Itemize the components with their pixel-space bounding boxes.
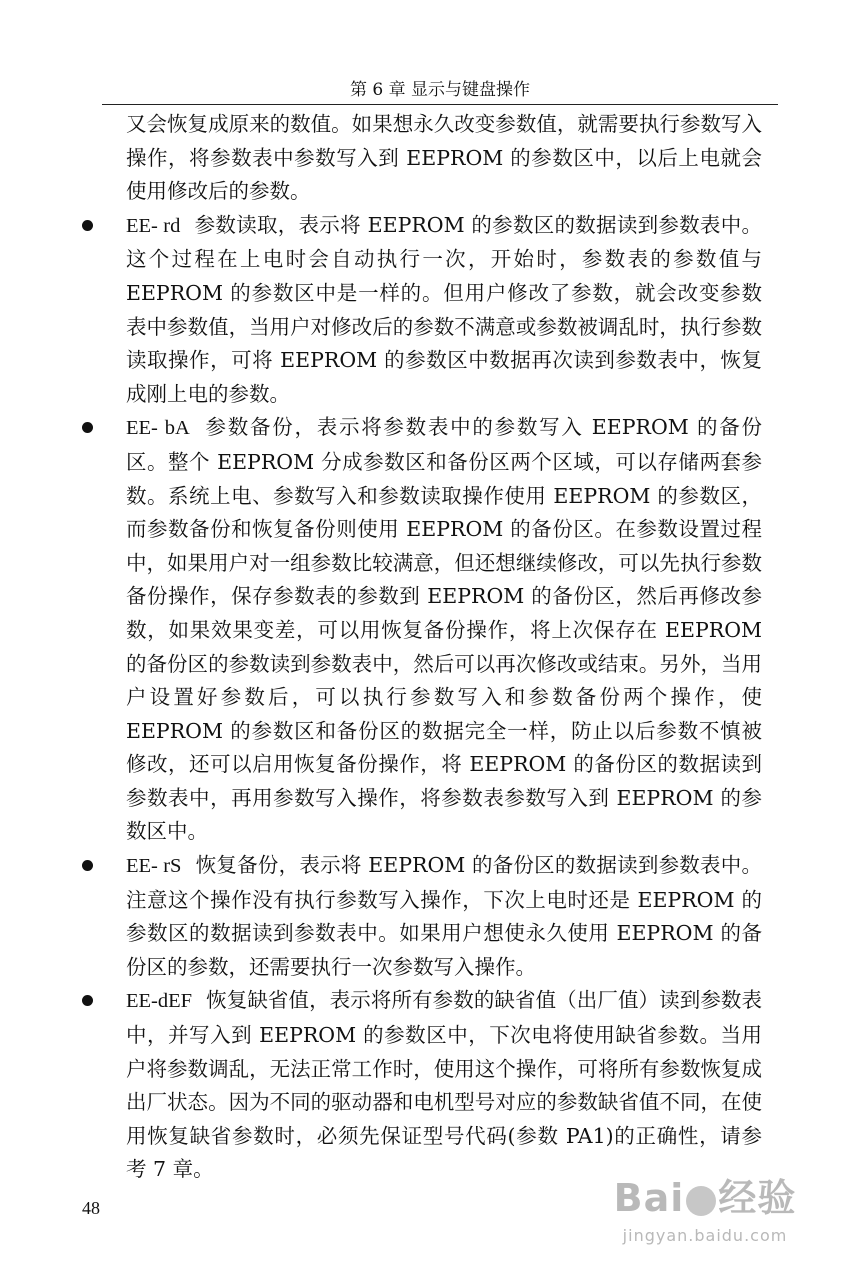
item-code: EE-dEF xyxy=(126,990,193,1013)
list-item-ee-rs xyxy=(82,849,762,984)
bullet-icon xyxy=(82,422,93,433)
list-item-ee-ba xyxy=(82,411,762,849)
bullet-icon xyxy=(82,860,93,871)
list-item-ee-rd xyxy=(82,209,762,412)
page-number: 48 xyxy=(82,1198,100,1218)
body-text xyxy=(82,108,762,1187)
baidu-jingyan-watermark xyxy=(595,1172,815,1268)
watermark-logo xyxy=(595,1172,815,1224)
intro-paragraph: 又会恢复成原来的数值。如果想永久改变参数值，就需要执行参数写入操作，将参数表中参数写入到 EEPROM 的参数区中，以后上电就会使用修改后的参数。 xyxy=(126,112,762,204)
watermark-logo-left: Bai xyxy=(613,1176,685,1220)
item-text: 参数备份，表示将参数表中的参数写入 EEPROM 的备份区。整个 EEPROM 分成参数区和备份区两个区域，可以存储两套参数。系统上电、参数写入和参数读取操作使用 EEPROM 的参数区，而参数备份和恢复备份则使用 EEPROM 的备份区。在参数设置过程中，如果用户对一组参数比较满意，但还想继续修改，可以先执行参数备份操作，保存参数表的参数到 EEPROM 的备份区，然后再修改参数，如果效果变差，可以用恢复备份操作，将上次保存在 EEPROM 的备份区的参数读到参数表中，然后可以再次修改或结束。另外，当用户设置好参数后，可以执行参数写入和参数备份两个操作，使 EEPROM 的参数区和备份区的数据完全一样，防止以后参数不慎被修改，还可以启用恢复备份操作，将 EEPROM 的备份区的数据读到参数表中，再用参数写入操作，将参数表参数写入到 EEPROM 的参数区中。 xyxy=(126,415,762,844)
bullet-icon xyxy=(82,995,93,1006)
item-text: 参数读取，表示将 EEPROM 的参数区的数据读到参数表中。这个过程在上电时会自动执行一次，开始时，参数表的参数值与 EEPROM 的参数区中是一样的。但用户修改了参数，就会改变参数表中参数值，当用户对修改后的参数不满意或参数被调乱时，执行参数读取操作，可将 EEPROM 的参数区中数据再次读到参数表中，恢复成刚上电的参数。 xyxy=(126,212,762,406)
item-code: EE- bA xyxy=(126,417,190,440)
item-code: EE- rd xyxy=(126,214,181,237)
list-item-ee-def xyxy=(82,984,762,1187)
paw-icon xyxy=(686,1186,716,1216)
item-text: 恢复缺省值，表示将所有参数的缺省值（出厂值）读到参数表中，并写入到 EEPROM 的参数区中，下次电将使用缺省参数。当用户将参数调乱，无法正常工作时，使用这个操作，可将所有参数恢复成出厂状态。因为不同的驱动器和电机型号对应的参数缺省值不同，在使用恢复缺省参数时，必须先保证型号代码(参数 PA1)的正确性，请参考 7 章。 xyxy=(126,988,762,1182)
bullet-icon xyxy=(82,220,93,231)
item-code: EE- rS xyxy=(126,855,182,878)
running-header: 第 6 章 显示与键盘操作 xyxy=(102,76,778,105)
item-text: 恢复备份，表示将 EEPROM 的备份区的数据读到参数表中。注意这个操作没有执行参数写入操作，下次上电时还是 EEPROM 的参数区的数据读到参数表中。如果用户想使永久使用 EEPROM 的备份区的参数，还需要执行一次参数写入操作。 xyxy=(126,853,762,979)
watermark-url: jingyan.baidu.com xyxy=(622,1226,788,1245)
watermark-logo-right: 经验 xyxy=(718,1176,797,1220)
